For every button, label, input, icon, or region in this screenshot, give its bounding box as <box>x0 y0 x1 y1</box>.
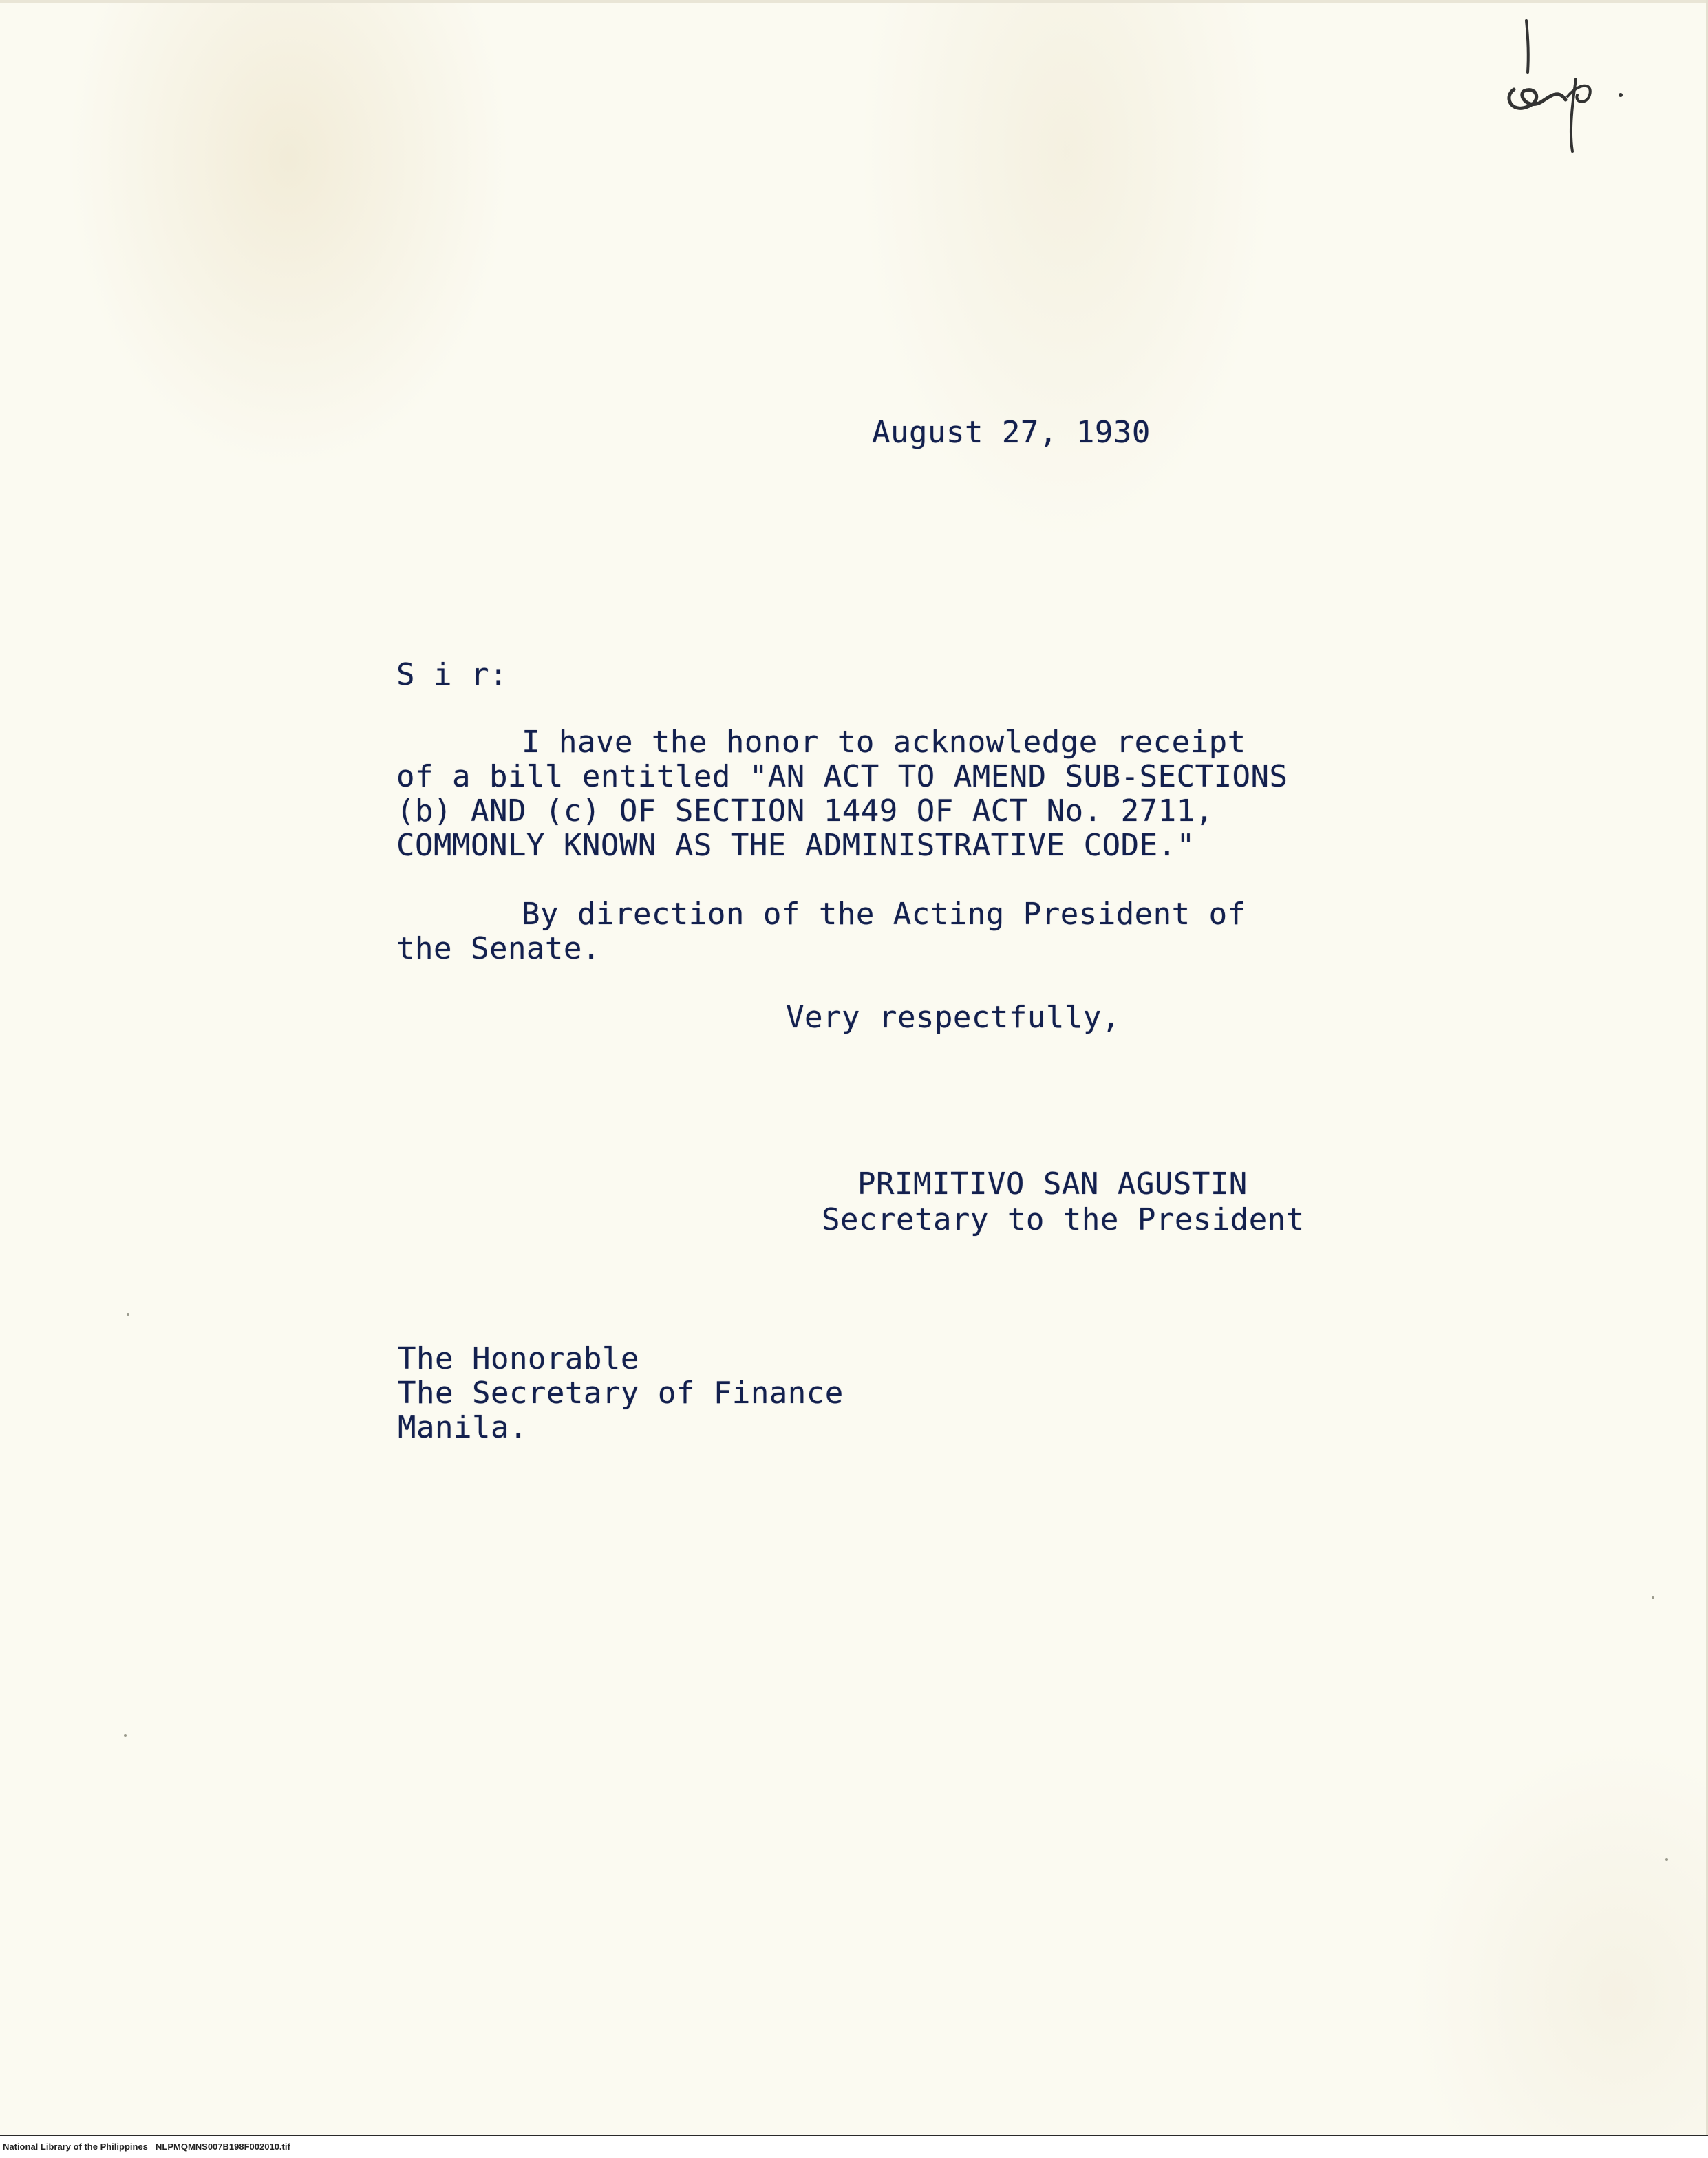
letter-date: August 27, 1930 <box>872 415 1151 450</box>
handwritten-initials <box>1500 14 1638 158</box>
paper-speck <box>1665 1858 1668 1861</box>
paper-speck <box>1652 1596 1654 1599</box>
footer-library: National Library of the Philippines <box>3 2141 148 2152</box>
body-line: of a bill entitled "AN ACT TO AMEND SUB-SECTIONS <box>396 759 1288 794</box>
body-line: the Senate. <box>396 931 601 966</box>
body-line: COMMONLY KNOWN AS THE ADMINISTRATIVE CODE." <box>396 828 1195 863</box>
signatory-title: Secretary to the President <box>822 1202 1305 1237</box>
salutation: S i r: <box>396 657 508 692</box>
addressee-line: Manila. <box>398 1410 528 1445</box>
footer-file-id: NLPMQMNS007B198F002010.tif <box>156 2141 290 2152</box>
body-line: (b) AND (c) OF SECTION 1449 OF ACT No. 2711, <box>396 793 1214 829</box>
body-line: I have the honor to acknowledge receipt <box>522 725 1246 760</box>
closing: Very respectfully, <box>786 1000 1120 1035</box>
top-edge <box>0 0 1708 3</box>
addressee-line: The Honorable <box>398 1341 639 1376</box>
paper-speck <box>124 1734 127 1737</box>
body-line: By direction of the Acting President of <box>522 897 1246 932</box>
signatory-name: PRIMITIVO SAN AGUSTIN <box>857 1166 1248 1201</box>
addressee-line: The Secretary of Finance <box>398 1376 844 1411</box>
paper-speck <box>127 1313 129 1316</box>
